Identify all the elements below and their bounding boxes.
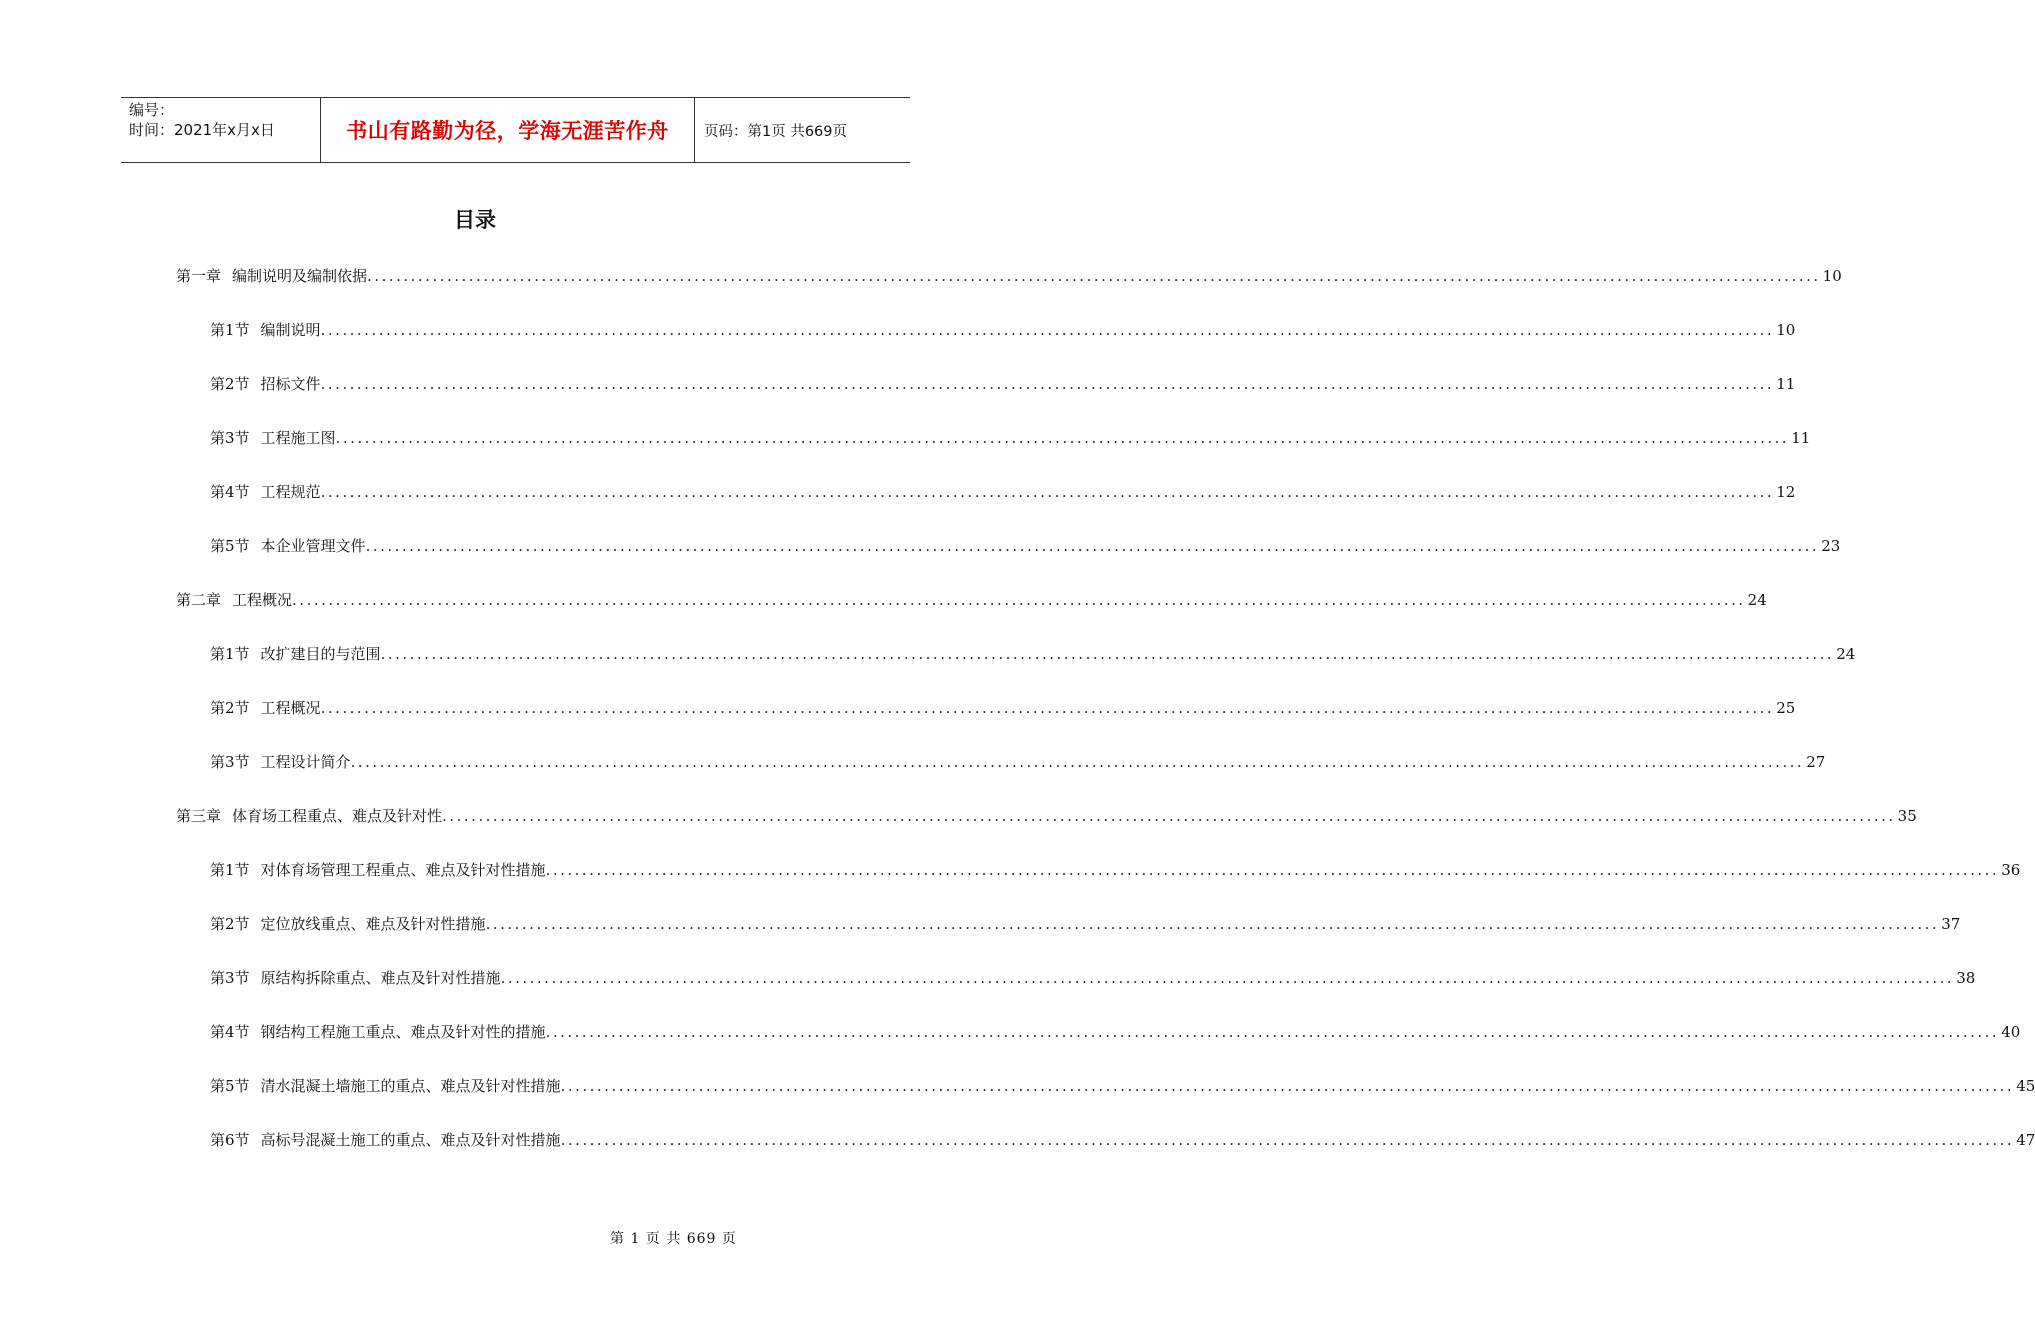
toc-section-entry[interactable] — [210, 1075, 2035, 1097]
toc-entry-page: 38 — [1956, 969, 1976, 987]
toc-leader-dots: ........................................................................................................................................................................................................ — [365, 537, 1820, 555]
toc-section-entry[interactable] — [210, 481, 1796, 503]
toc-entry-number: 第一章 — [176, 267, 222, 285]
time-label: 时间：2021年x月x日 — [129, 121, 275, 139]
toc-leader-dots: ........................................................................................................................................................................................................ — [320, 321, 1775, 339]
toc-entry-page: 11 — [1776, 375, 1796, 393]
toc-entry-number: 第二章 — [176, 591, 222, 609]
toc-leader-dots: ........................................................................................................................................................................................................ — [335, 429, 1790, 447]
toc-leader-dots: ........................................................................................................................................................................................................ — [442, 807, 1896, 825]
toc-entry-title: 编制说明及编制依据 — [232, 267, 368, 285]
toc-entry-title: 对体育场管理工程重点、难点及针对性措施 — [260, 861, 546, 879]
toc-entry-number: 第3节 — [210, 429, 250, 447]
toc-entry-number: 第5节 — [210, 1077, 250, 1095]
toc-entry-title: 清水混凝土墙施工的重点、难点及针对性措施 — [260, 1077, 561, 1095]
toc-entry-title: 本企业管理文件 — [260, 537, 366, 555]
toc-leader-dots: ........................................................................................................................................................................................................ — [350, 753, 1805, 771]
toc-leader-dots: ........................................................................................................................................................................................................ — [367, 267, 1821, 285]
header-page-cell — [695, 98, 910, 162]
toc-entry-page: 11 — [1791, 429, 1811, 447]
header-page-info: 页码：第1页 共669页 — [704, 123, 848, 140]
toc-entry-title: 钢结构工程施工重点、难点及针对性的措施 — [260, 1023, 546, 1041]
toc-section-entry[interactable] — [210, 535, 1841, 557]
toc-section-entry[interactable] — [210, 967, 1976, 989]
toc-entry-title: 改扩建目的与范围 — [260, 645, 381, 663]
toc-section-entry[interactable] — [210, 697, 1796, 719]
toc-leader-dots: ........................................................................................................................................................................................................ — [320, 483, 1775, 501]
toc-entry-title: 体育场工程重点、难点及针对性 — [232, 807, 443, 825]
toc-entry-page: 40 — [2001, 1023, 2021, 1041]
document-header — [121, 97, 910, 163]
toc-entry-number: 第1节 — [210, 861, 250, 879]
toc-entry-title: 工程概况 — [232, 591, 293, 609]
toc-section-entry[interactable] — [210, 427, 1811, 449]
toc-section-entry[interactable] — [210, 373, 1796, 395]
toc-entry-number: 第2节 — [210, 375, 250, 393]
toc-entry-number: 第2节 — [210, 699, 250, 717]
toc-entry-number: 第3节 — [210, 753, 250, 771]
toc-entry-title: 工程概况 — [260, 699, 321, 717]
toc-leader-dots: ........................................................................................................................................................................................................ — [560, 1131, 2015, 1149]
header-motto: 书山有路勤为径，学海无涯苦作舟 — [346, 119, 669, 143]
toc-entry-title: 工程施工图 — [260, 429, 336, 447]
toc-leader-dots: ........................................................................................................................................................................................................ — [560, 1077, 2015, 1095]
toc-leader-dots: ........................................................................................................................................................................................................ — [320, 699, 1775, 717]
page-title: 目录 — [454, 208, 496, 232]
toc-entry-number: 第1节 — [210, 321, 250, 339]
toc-entry-number: 第三章 — [176, 807, 222, 825]
toc-entry-page: 10 — [1776, 321, 1796, 339]
toc-entry-number: 第6节 — [210, 1131, 250, 1149]
toc-entry-page: 12 — [1776, 483, 1796, 501]
toc-entry-title: 编制说明 — [260, 321, 321, 339]
toc-entry-number: 第2节 — [210, 915, 250, 933]
toc-entry-page: 45 — [2016, 1077, 2035, 1095]
toc-entry-title: 招标文件 — [260, 375, 321, 393]
toc-section-entry[interactable] — [210, 751, 1826, 773]
toc-leader-dots: ........................................................................................................................................................................................................ — [320, 375, 1775, 393]
toc-entry-title: 定位放线重点、难点及针对性措施 — [260, 915, 486, 933]
toc-entry-number: 第4节 — [210, 1023, 250, 1041]
toc-section-entry[interactable] — [210, 859, 2021, 881]
toc-section-entry[interactable] — [210, 319, 1796, 341]
toc-entry-page: 27 — [1806, 753, 1826, 771]
toc-chapter-entry[interactable] — [176, 805, 1917, 827]
toc-entry-title: 工程设计简介 — [260, 753, 351, 771]
toc-leader-dots: ........................................................................................................................................................................................................ — [380, 645, 1835, 663]
toc-section-entry[interactable] — [210, 1129, 2035, 1151]
header-left-cell — [121, 98, 321, 162]
toc-chapter-entry[interactable] — [176, 265, 1842, 287]
toc-section-entry[interactable] — [210, 913, 1961, 935]
toc-entry-title: 工程规范 — [260, 483, 321, 501]
toc-entry-title: 原结构拆除重点、难点及针对性措施 — [260, 969, 501, 987]
toc-entry-page: 24 — [1836, 645, 1856, 663]
toc-entry-title: 高标号混凝土施工的重点、难点及针对性措施 — [260, 1131, 561, 1149]
header-motto-cell — [321, 98, 695, 162]
toc-entry-number: 第4节 — [210, 483, 250, 501]
toc-entry-page: 47 — [2016, 1131, 2035, 1149]
toc-leader-dots: ........................................................................................................................................................................................................ — [292, 591, 1746, 609]
toc-entry-page: 23 — [1821, 537, 1841, 555]
toc-leader-dots: ........................................................................................................................................................................................................ — [500, 969, 1955, 987]
toc-section-entry[interactable] — [210, 1021, 2021, 1043]
toc-entry-page: 37 — [1941, 915, 1961, 933]
toc-entry-number: 第5节 — [210, 537, 250, 555]
toc-entry-page: 35 — [1897, 807, 1917, 825]
toc-entry-number: 第1节 — [210, 645, 250, 663]
toc-entry-page: 24 — [1747, 591, 1767, 609]
page-footer: 第 1 页 共 669 页 — [610, 1231, 737, 1247]
toc-entry-page: 36 — [2001, 861, 2021, 879]
toc-entry-page: 25 — [1776, 699, 1796, 717]
toc-leader-dots: ........................................................................................................................................................................................................ — [545, 1023, 2000, 1041]
number-label: 编号： — [129, 101, 175, 119]
toc-leader-dots: ........................................................................................................................................................................................................ — [545, 861, 2000, 879]
toc-section-entry[interactable] — [210, 643, 1856, 665]
toc-entry-page: 10 — [1822, 267, 1842, 285]
toc-chapter-entry[interactable] — [176, 589, 1767, 611]
toc-leader-dots: ........................................................................................................................................................................................................ — [485, 915, 1940, 933]
toc-entry-number: 第3节 — [210, 969, 250, 987]
